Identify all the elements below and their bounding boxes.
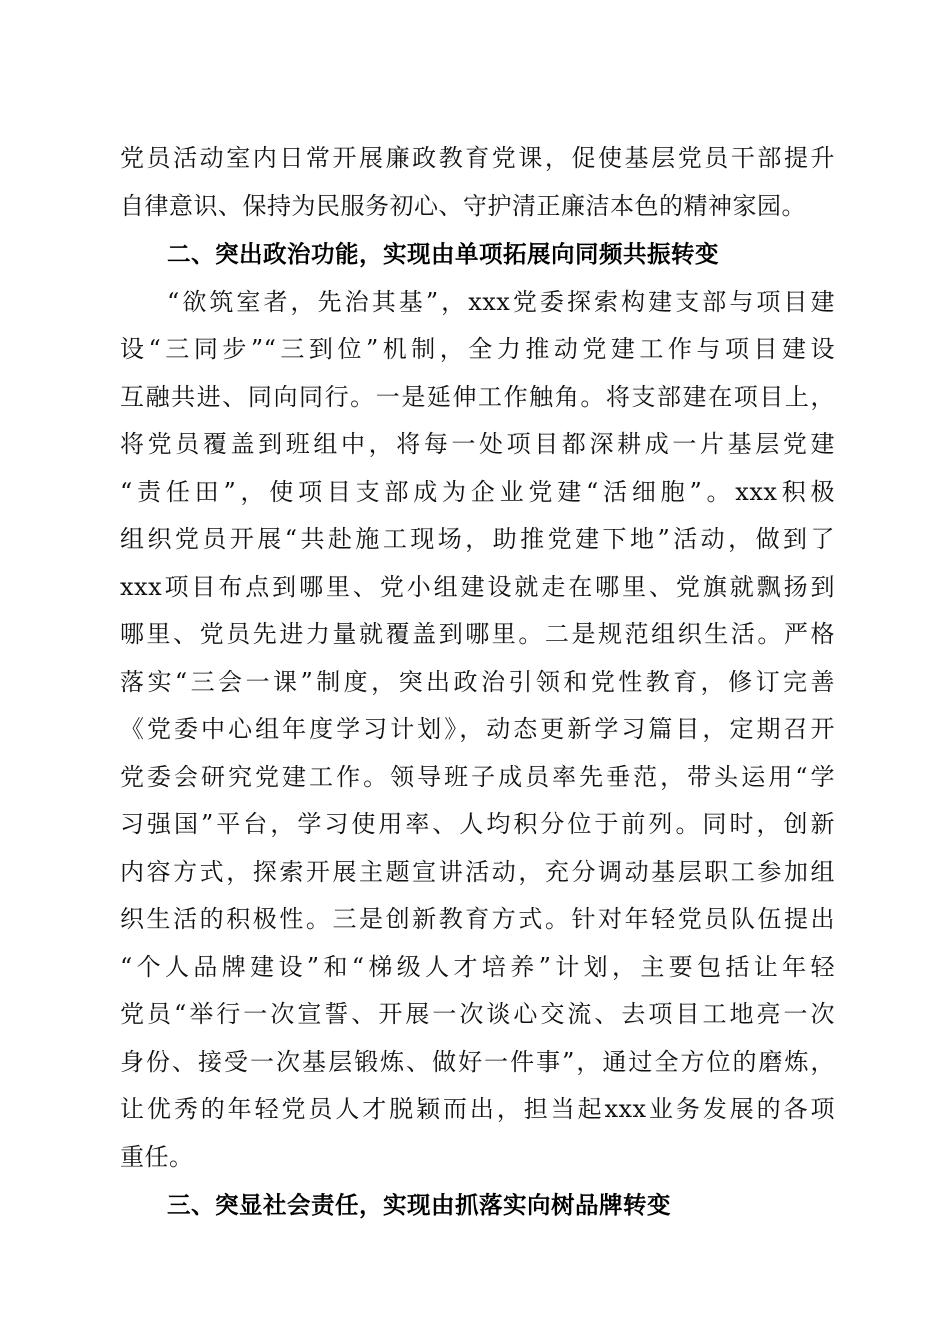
body-text-line: 内容方式，探索开展主题宣讲活动，充分调动基层职工参加组 — [120, 858, 835, 886]
body-text-line: 自律意识、保持为民服务初心、守护清正廉洁本色的精神家园。 — [120, 192, 806, 220]
body-text-line: 《党委中心组年度学习计划》，动态更新学习篇目，定期召开 — [120, 715, 835, 743]
body-text-line: 让优秀的年轻党员人才脱颖而出，担当起xxx业务发展的各项 — [120, 1095, 835, 1123]
body-text-line: 哪里、党员先进力量就覆盖到哪里。二是规范组织生活。严格 — [120, 620, 835, 648]
body-text-line: “个人品牌建设”和“梯级人才培养”计划，主要包括让年轻 — [120, 953, 835, 981]
body-text-line: 党员“举行一次宣誓、开展一次谈心交流、去项目工地亮一次 — [120, 1000, 835, 1028]
body-text-line: 将党员覆盖到班组中，将每一处项目都深耕成一片基层党建 — [120, 430, 835, 458]
body-text-line: “责任田”，使项目支部成为企业党建“活细胞”。xxx积极 — [120, 478, 835, 506]
body-text-line: 身份、接受一次基层锻炼、做好一件事”，通过全方位的磨炼， — [120, 1048, 835, 1076]
body-text-line: 重任。 — [120, 1143, 194, 1171]
body-text-line: 习强国”平台，学习使用率、人均积分位于前列。同时，创新 — [120, 810, 835, 838]
body-text-line: 党委会研究党建工作。领导班子成员率先垂范，带头运用“学 — [120, 763, 835, 791]
section-heading: 三、突显社会责任，实现由抓落实向树品牌转变 — [167, 1191, 671, 1219]
body-text-line: 落实“三会一课”制度，突出政治引领和党性教育，修订完善 — [120, 668, 835, 696]
body-text-line: 党员活动室内日常开展廉政教育党课，促使基层党员干部提升 — [120, 144, 835, 172]
body-text-line: 组织党员开展“共赴施工现场，助推党建下地”活动，做到了 — [120, 525, 835, 553]
body-text-line: 织生活的积极性。三是创新教育方式。针对年轻党员队伍提出 — [120, 905, 835, 933]
body-text-line: 设“三同步”“三到位”机制，全力推动党建工作与项目建设 — [120, 335, 835, 363]
section-heading: 二、突出政治功能，实现由单项拓展向同频共振转变 — [167, 240, 719, 268]
body-text-line: 互融共进、同向同行。一是延伸工作触角。将支部建在项目上， — [120, 383, 835, 411]
body-text-line: “欲筑室者，先治其基”，xxx党委探索构建支部与项目建 — [167, 288, 835, 316]
body-text-line: xxx项目布点到哪里、党小组建设就走在哪里、党旗就飘扬到 — [120, 573, 835, 601]
